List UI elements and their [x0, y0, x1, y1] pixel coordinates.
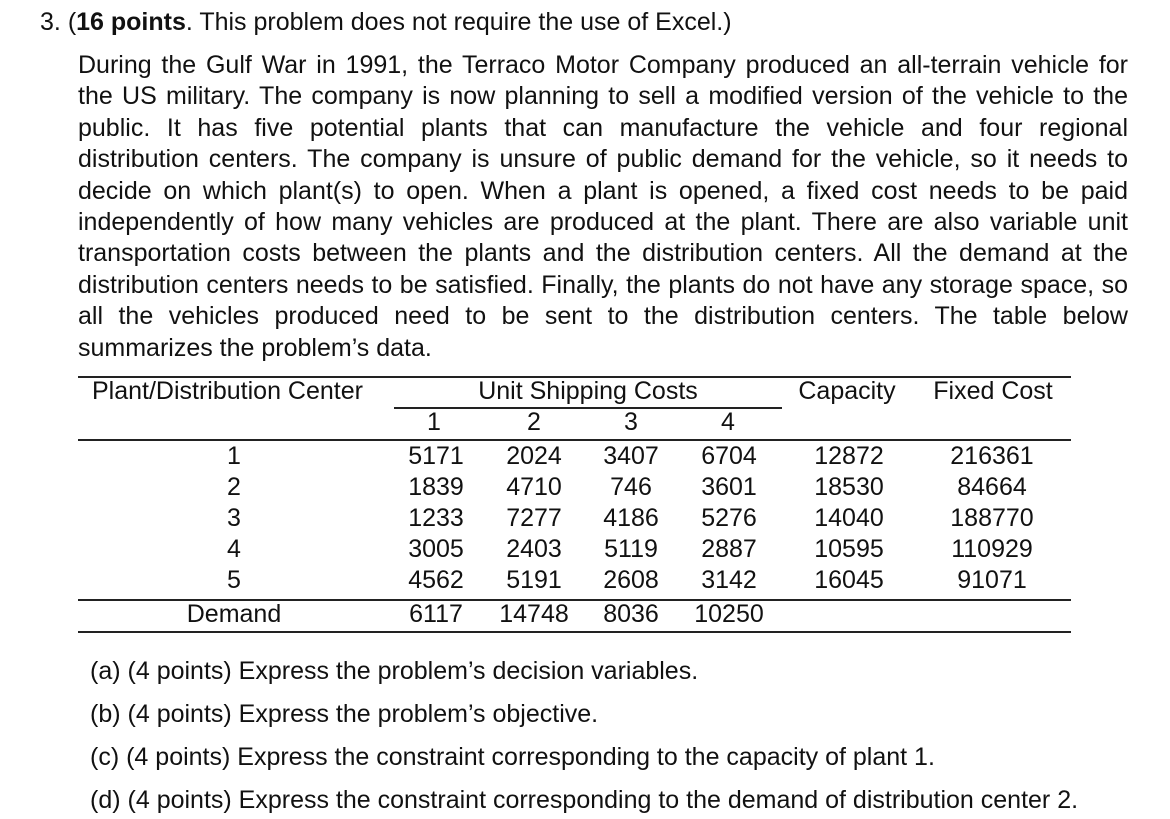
open-paren: (: [67, 8, 77, 36]
question-a: [90, 655, 698, 687]
cost-cell: 2608: [603, 566, 659, 594]
question-d: [90, 784, 1078, 816]
demand-label: Demand: [186, 600, 282, 628]
problem-points: 16 points: [76, 8, 186, 36]
question-label: (b): [90, 700, 121, 728]
col-header-plant: Plant/Distribution Center: [92, 377, 363, 405]
col-header-shipping: Unit Shipping Costs: [478, 377, 698, 405]
plant-label: 3: [227, 504, 241, 532]
dc-header-2: 2: [527, 408, 541, 436]
col-header-fixed-cost: Fixed Cost: [933, 377, 1053, 405]
cost-cell: 3407: [603, 442, 659, 470]
capacity-cell: 18530: [814, 473, 884, 501]
demand-cell: 10250: [694, 600, 764, 628]
dc-header-3: 3: [624, 408, 638, 436]
cost-cell: 5171: [408, 442, 464, 470]
col-header-capacity: Capacity: [798, 377, 896, 405]
question-text: (4 points) Express the problem’s decision variables.: [127, 657, 699, 685]
fixed-cost-cell: 216361: [950, 442, 1034, 470]
capacity-cell: 16045: [814, 566, 884, 594]
table-bottom-rule: [78, 631, 1071, 633]
cost-cell: 4710: [506, 473, 562, 501]
cost-cell: 1839: [408, 473, 464, 501]
cost-cell: 3142: [701, 566, 757, 594]
fixed-cost-cell: 188770: [950, 504, 1034, 532]
problem-header: [40, 6, 732, 38]
problem-number: 3.: [40, 8, 61, 36]
cost-cell: 5191: [506, 566, 562, 594]
question-text: (4 points) Express the problem’s objective.: [127, 700, 599, 728]
cost-cell: 5276: [701, 504, 757, 532]
fixed-cost-cell: 84664: [957, 473, 1027, 501]
cost-cell: 4562: [408, 566, 464, 594]
demand-cell: 8036: [603, 600, 659, 628]
plant-label: 4: [227, 535, 241, 563]
plant-label: 1: [227, 442, 241, 470]
question-label: (d): [90, 786, 121, 814]
capacity-cell: 10595: [814, 535, 884, 563]
cost-cell: 746: [610, 473, 652, 501]
cost-cell: 2403: [506, 535, 562, 563]
question-label: (a): [90, 657, 121, 685]
cost-cell: 1233: [408, 504, 464, 532]
demand-cell: 6117: [409, 600, 463, 628]
plant-label: 5: [227, 566, 241, 594]
plant-label: 2: [227, 473, 241, 501]
cost-cell: 7277: [506, 504, 562, 532]
question-text: (4 points) Express the constraint corresponding to the capacity of plant 1.: [126, 743, 935, 771]
capacity-cell: 12872: [814, 442, 884, 470]
cost-cell: 2024: [506, 442, 562, 470]
fixed-cost-cell: 110929: [951, 535, 1033, 563]
question-text: (4 points) Express the constraint corresponding to the demand of distribution center 2.: [127, 786, 1079, 814]
demand-cell: 14748: [499, 600, 569, 628]
cost-cell: 3005: [408, 535, 464, 563]
cost-cell: 3601: [701, 473, 757, 501]
question-c: [90, 741, 935, 773]
question-b: [90, 698, 598, 730]
cost-cell: 2887: [701, 535, 757, 563]
dc-header-4: 4: [721, 408, 735, 436]
cost-cell: 5119: [604, 535, 658, 563]
capacity-cell: 14040: [814, 504, 884, 532]
cost-cell: 4186: [603, 504, 659, 532]
cost-cell: 6704: [701, 442, 757, 470]
problem-body: During the Gulf War in 1991, the Terraco Motor Company produced an all-terrain vehicle for the US military. The company is now planning to sell a modified version of the vehicle to the public. It has five potential plants that can manufacture the vehicle and four regional distribution centers. The company is unsure of public demand for the vehicle, so it needs to decide on which plant(s) to open. When a plant is opened, a fixed cost needs to be paid independently of how many vehicles are produced at the plant. There are also variable unit transportation costs between the plants and the distribution centers. All the demand at the distribution centers needs to be satisfied. Finally, the plants do not have any storage space, so all the vehicles produced need to be sent to the distribution centers. The table below summarizes the problem’s data.: [78, 51, 1128, 362]
fixed-cost-cell: 91071: [957, 566, 1027, 594]
problem-header-text: . This problem does not require the use of Excel.): [185, 8, 732, 36]
question-label: (c): [90, 743, 120, 771]
dc-header-1: 1: [427, 408, 441, 436]
